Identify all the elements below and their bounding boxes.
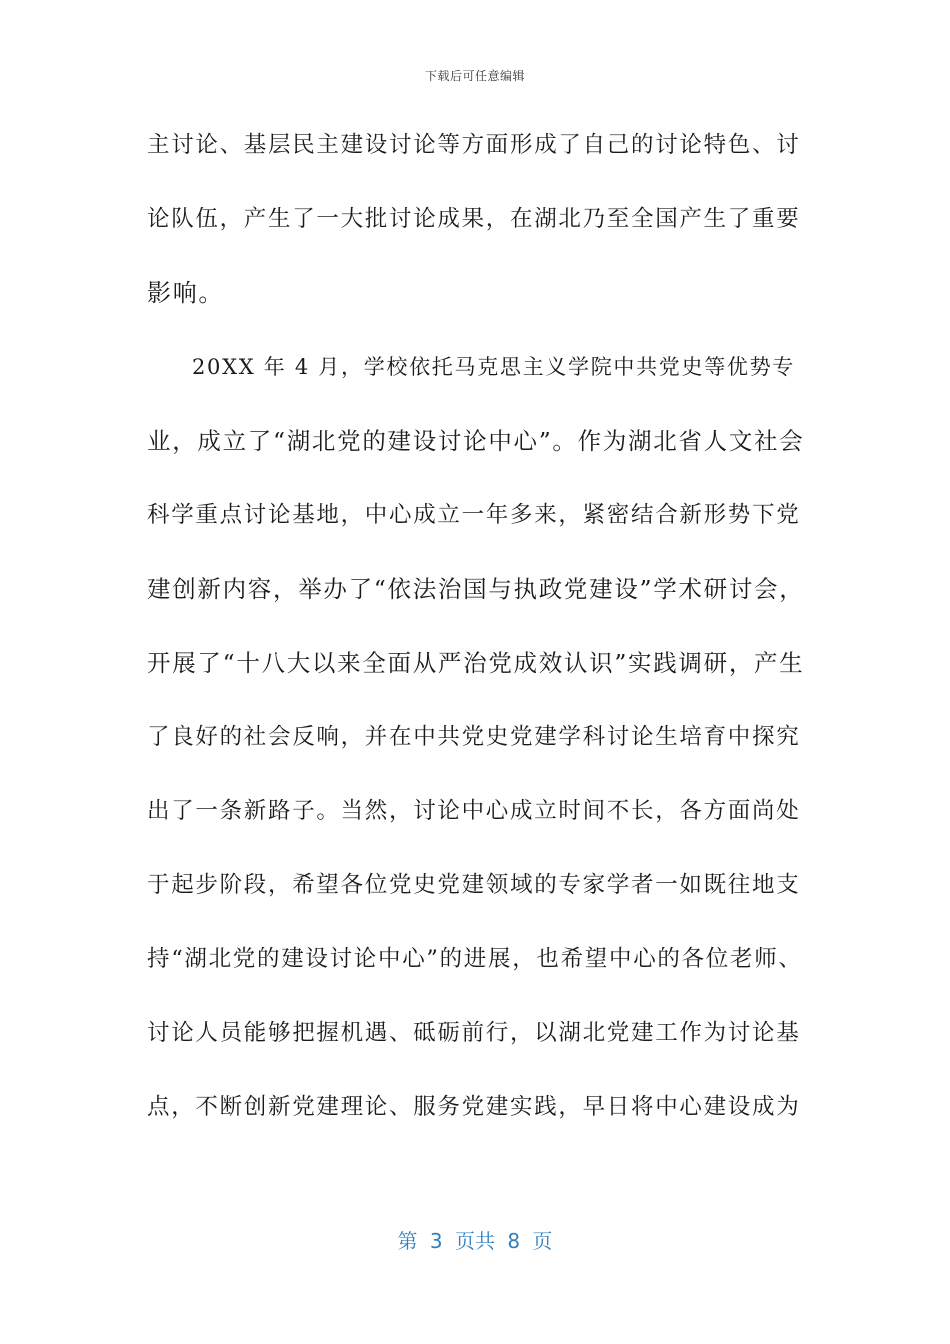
text-line: 影响。 [147, 279, 225, 307]
text-line: 持“湖北党的建设讨论中心”的进展，也希望中心的各位老师、 [147, 946, 803, 972]
text-line: 科学重点讨论基地，中心成立一年多来，紧密结合新形势下党 [147, 502, 801, 528]
text-line: 了良好的社会反响，并在中共党史党建学科讨论生培育中探究 [147, 724, 801, 750]
page-number-footer [0, 1225, 950, 1254]
text-line-paragraph-start: 20XX 年 4 月，学校依托马克思主义学院中共党史等优势专 [192, 355, 796, 379]
text-line: 建创新内容，举办了“依法治国与执政党建设”学术研讨会， [147, 575, 805, 603]
page-number-label: 第 3 页共 8 页 [397, 1229, 553, 1253]
text-line: 讨论人员能够把握机遇、砥砺前行，以湖北党建工作为讨论基 [147, 1020, 801, 1046]
text-line: 开展了“十八大以来全面从严治党成效认识”实践调研，产生 [147, 649, 805, 677]
page-header-note: 下载后可任意编辑 [424, 69, 525, 83]
text-line: 出了一条新路子。当然，讨论中心成立时间不长，各方面尚处 [147, 798, 801, 824]
text-line: 论队伍，产生了一大批讨论成果，在湖北乃至全国产生了重要 [147, 206, 801, 232]
text-line: 点，不断创新党建理论、服务党建实践，早日将中心建设成为 [147, 1094, 801, 1120]
text-line: 业，成立了“湖北党的建设讨论中心”。作为湖北省人文社会 [147, 427, 805, 455]
text-line: 于起步阶段，希望各位党史党建领域的专家学者一如既往地支 [147, 872, 801, 898]
text-line: 主讨论、基层民主建设讨论等方面形成了自己的讨论特色、讨 [147, 132, 801, 158]
